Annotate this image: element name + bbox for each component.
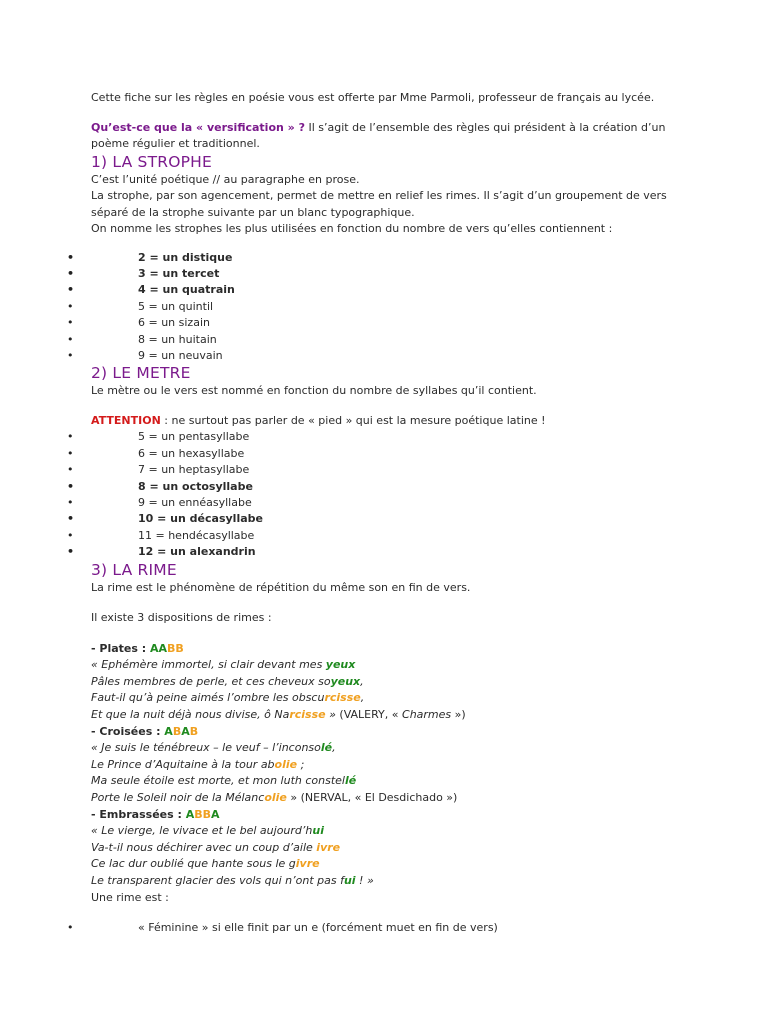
verse-text: Va-t-il nous déchirer avec un coup d’aile — [91, 840, 317, 854]
rhyme-b: olie — [274, 757, 298, 771]
list-item: • 9 = un ennéasyllabe — [91, 495, 711, 511]
poem-line — [91, 757, 711, 774]
section-title-metre: 2) LE METRE — [91, 364, 191, 383]
attention-label: ATTENTION — [91, 413, 161, 427]
rhyme-b: rcisse — [289, 707, 326, 721]
rime-embrassees — [91, 807, 711, 890]
list-item: • 12 = un alexandrin — [91, 544, 711, 560]
verse-text: Et que la nuit déjà nous divise, ô Na — [91, 707, 290, 721]
rime-type-heading — [91, 724, 711, 741]
strophe-line: séparé de la strophe suivante par un blanc typographique. — [91, 205, 415, 219]
list-item: • 2 = un distique — [91, 250, 711, 266]
question-paragraph — [91, 120, 711, 137]
list-item: • 5 = un pentasyllabe — [91, 429, 711, 445]
citation: (VALERY, « — [339, 707, 403, 721]
rime-line: Il existe 3 dispositions de rimes : — [91, 611, 272, 625]
document-page — [91, 90, 711, 936]
attention-text: : ne surtout pas parler de « pied » qui est la mesure poétique latine ! — [160, 413, 546, 427]
list-item: • 3 = un tercet — [91, 266, 711, 282]
rime-croisees — [91, 724, 711, 807]
verse-punct: , — [360, 674, 364, 688]
rhyme-b: ivre — [295, 857, 320, 871]
verse-punct: ! » — [355, 873, 374, 887]
verse-punct: , — [360, 691, 365, 705]
verse-text: Porte le Soleil noir de la Mélanc — [91, 790, 265, 804]
verse-text: Le transparent glacier des vols qui n’ont pas f — [91, 873, 344, 887]
poem-line — [91, 674, 711, 691]
list-item: • 4 = un quatrain — [91, 282, 711, 298]
section-title-rime: 3) LA RIME — [91, 560, 177, 579]
rhyme-b: ivre — [316, 840, 341, 854]
list-item: • 11 = hendécasyllabe — [91, 528, 711, 544]
metre-line: Le mètre ou le vers est nommé en fonction du nombre de syllabes qu’il contient. — [91, 384, 537, 398]
rime-type-label: - Croisées : — [91, 724, 165, 738]
strophe-line: C’est l’unité poétique // au paragraphe en prose. — [91, 172, 360, 186]
strophe-line: On nomme les strophes les plus utilisées en fonction du nombre de vers qu’elles contiennent : — [91, 222, 613, 235]
rhyme-scheme-b: BB — [167, 641, 184, 655]
verse-text: Faut-il qu’à peine aimés l’ombre les obscu — [91, 691, 325, 705]
rhyme-scheme-a: A — [211, 807, 220, 821]
rime-type-heading — [91, 807, 711, 824]
verse-punct: ; — [297, 757, 305, 771]
verse-text: Pâles membres de perle, et ces cheveux so — [91, 674, 331, 688]
rime-type-label: - Plates : — [91, 641, 150, 655]
poem-line — [91, 873, 711, 890]
list-item: • 10 = un décasyllabe — [91, 511, 711, 527]
question-text: Il s’agit de l’ensemble des règles qui président à la création d’un — [305, 120, 666, 134]
poem-line — [91, 740, 711, 757]
strophe-list — [91, 250, 711, 365]
rime-type-heading — [91, 641, 711, 658]
question-label: Qu’est-ce que la « versification » ? — [91, 120, 305, 134]
citation: ») — [451, 707, 466, 721]
rhyme-a: lé — [344, 774, 357, 788]
list-item: • 8 = un huitain — [91, 332, 711, 348]
list-item: • 5 = un quintil — [91, 299, 711, 315]
verse-text: « Je suis le ténébreux – le veuf – l’inconso — [91, 741, 321, 755]
list-item: • 8 = un octosyllabe — [91, 479, 711, 495]
list-item: • « Féminine » si elle finit par un e (forcément muet en fin de vers) — [91, 920, 711, 936]
list-item: • 6 = un hexasyllabe — [91, 446, 711, 462]
rhyme-scheme-a: A — [185, 807, 195, 821]
rhyme-a: yeux — [330, 674, 361, 688]
list-item: • 7 = un heptasyllabe — [91, 462, 711, 478]
rhyme-b: olie — [264, 790, 287, 804]
intro-text: Cette fiche sur les règles en poésie vous est offerte par Mme Parmoli, professeur de français au lycée. — [91, 91, 655, 104]
rhyme-scheme-b: B — [172, 724, 182, 738]
une-rime-est: Une rime est : — [91, 890, 169, 904]
rhyme-scheme-b: B — [189, 724, 199, 738]
strophe-line: La strophe, par son agencement, permet de mettre en relief les rimes. Il s’agit d’un groupement de vers — [91, 189, 667, 202]
rime-type-label: - Embrassées : — [91, 807, 186, 821]
citation: » (NERVAL, « El Desdichado ») — [286, 790, 458, 804]
poem-line — [91, 823, 711, 840]
verse-text: Ma seule étoile est morte, et mon luth constel — [91, 774, 345, 788]
poem-line — [91, 790, 711, 807]
rhyme-a: ui — [343, 873, 356, 887]
rhyme-scheme-a: A — [164, 724, 173, 738]
rhyme-scheme-b: BB — [194, 807, 212, 821]
poem-line — [91, 840, 711, 857]
section-title-strophe: 1) LA STROPHE — [91, 152, 213, 171]
rhyme-a: yeux — [325, 658, 356, 672]
poem-line — [91, 856, 711, 873]
verse-punct: , — [332, 741, 336, 755]
list-item: • 6 = un sizain — [91, 315, 711, 331]
rhyme-a: ui — [312, 824, 324, 838]
verse-text: Ce lac dur oublié que hante sous le g — [91, 857, 296, 871]
poem-line — [91, 707, 711, 724]
metre-list — [91, 429, 711, 560]
verse-text: Le Prince d’Aquitaine à la tour ab — [91, 757, 275, 771]
verse-text: « Le vierge, le vivace et le bel aujourd’h — [91, 824, 313, 838]
rhyme-b: rcisse — [324, 691, 361, 705]
verse-punct: » — [325, 707, 340, 721]
rime-plates — [91, 641, 711, 724]
poem-line — [91, 657, 711, 674]
verse-text: « Ephémère immortel, si clair devant mes — [91, 658, 326, 672]
rhyme-a: lé — [320, 741, 333, 755]
poem-line — [91, 773, 711, 790]
citation-title: Charmes — [402, 707, 452, 721]
poem-line — [91, 690, 711, 707]
rhyme-scheme-a: AA — [149, 641, 168, 655]
attention-paragraph — [91, 413, 711, 430]
rime-line: La rime est le phénomène de répétition du même son en fin de vers. — [91, 580, 471, 594]
rhyme-scheme-a: A — [181, 724, 190, 738]
rime-genre-list — [91, 920, 711, 936]
question-text-cont: poème régulier et traditionnel. — [91, 137, 260, 150]
list-item: • 9 = un neuvain — [91, 348, 711, 364]
